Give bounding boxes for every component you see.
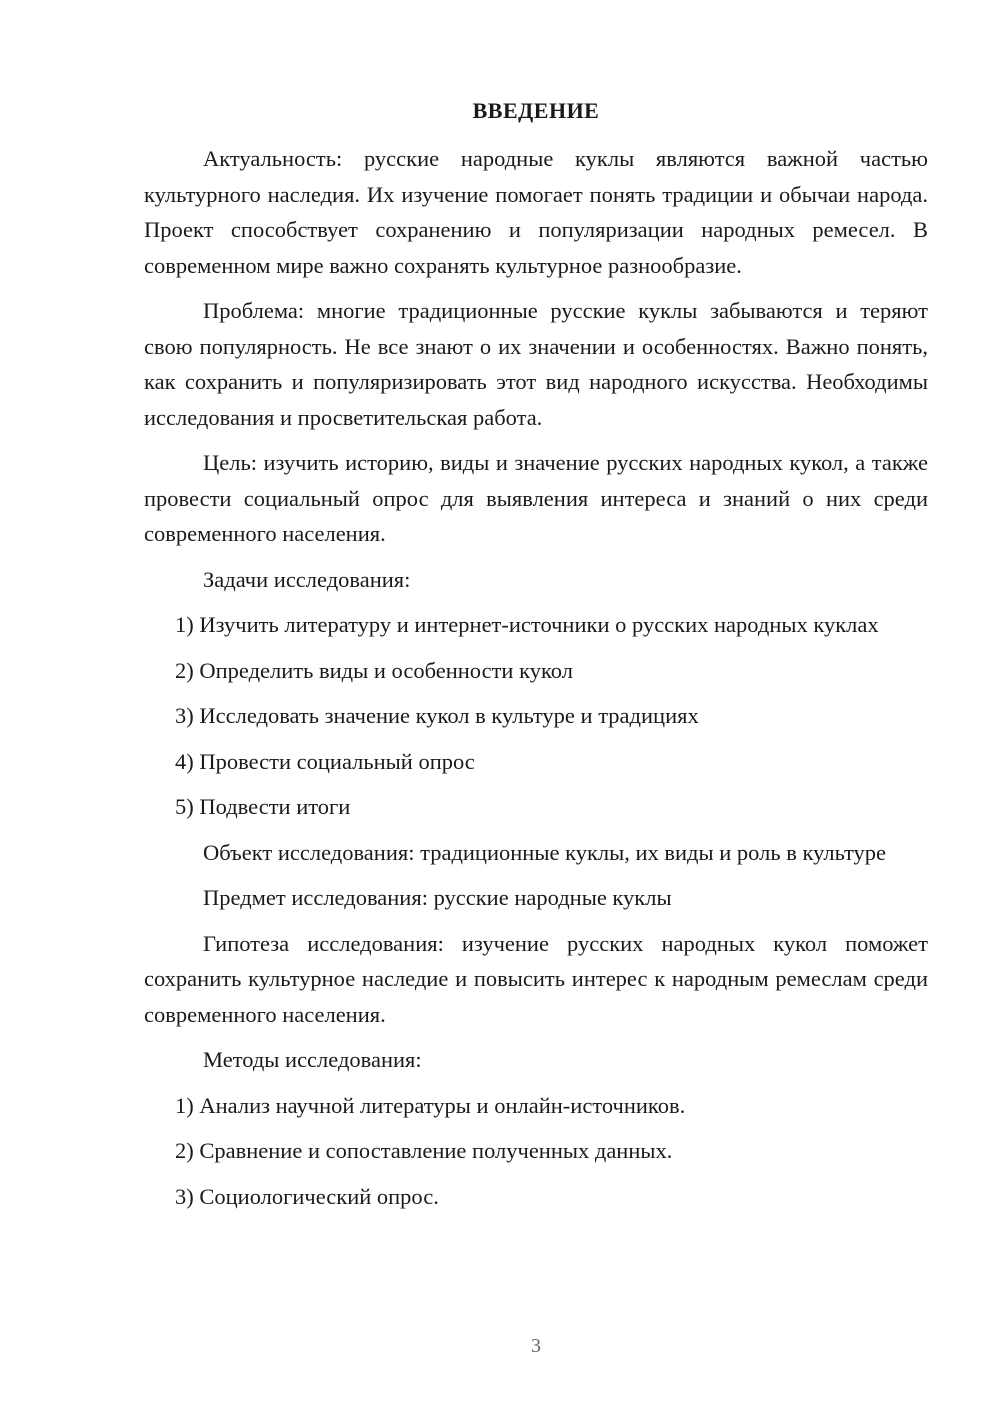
task-item-3: 3) Исследовать значение кукол в культуре и традициях: [175, 703, 699, 728]
task-item-2: 2) Определить виды и особенности кукол: [175, 657, 573, 683]
methods-title: Методы исследования:: [203, 1047, 422, 1072]
method-item-3: 3) Социологический опрос.: [175, 1183, 439, 1209]
paragraph-hypothesis: Гипотеза исследования: изучение русских народных кукол поможет сохранить культурное наследие и повысить интерес к народным ремеслам среди современного населения.: [144, 930, 928, 1027]
document-body: [144, 141, 928, 1224]
paragraph-relevance: Актуальность: русские народные куклы являются важной частью культурного наследия. Их изучение помогает понять традиции и обычаи народа. Проект способствует сохранению и популяризации народных ремесел. В современном мире важно сохранять культурное разнообразие.: [144, 146, 928, 278]
tasks-title: Задачи исследования:: [203, 566, 411, 592]
paragraph-problem: Проблема: многие традиционные русские куклы забываются и теряют свою популярность. Не все знают о их значении и особенностях. Важно понять, как сохранить и популяризировать этот вид народного искусства. Необходимы исследования и просветительская работа.: [144, 298, 928, 430]
paragraph-subject: Предмет исследования: русские народные куклы: [203, 885, 672, 910]
document-page: [144, 0, 928, 1414]
method-item-1: 1) Анализ научной литературы и онлайн-источников.: [175, 1092, 686, 1118]
paragraph-goal: Цель: изучить историю, виды и значение русских народных кукол, а также провести социальный опрос для выявления интереса и знаний о них среди современного населения.: [144, 450, 928, 546]
method-item-2: 2) Сравнение и сопоставление полученных данных.: [175, 1138, 673, 1163]
paragraph-object: Объект исследования: традиционные куклы, их виды и роль в культуре: [203, 839, 886, 865]
page-number: 3: [531, 1335, 541, 1357]
task-item-1: 1) Изучить литературу и интернет-источники о русских народных куклах: [175, 612, 879, 637]
task-item-4: 4) Провести социальный опрос: [175, 748, 475, 774]
page-title: ВВЕДЕНИЕ: [472, 98, 600, 123]
task-item-5: 5) Подвести итоги: [175, 794, 351, 819]
